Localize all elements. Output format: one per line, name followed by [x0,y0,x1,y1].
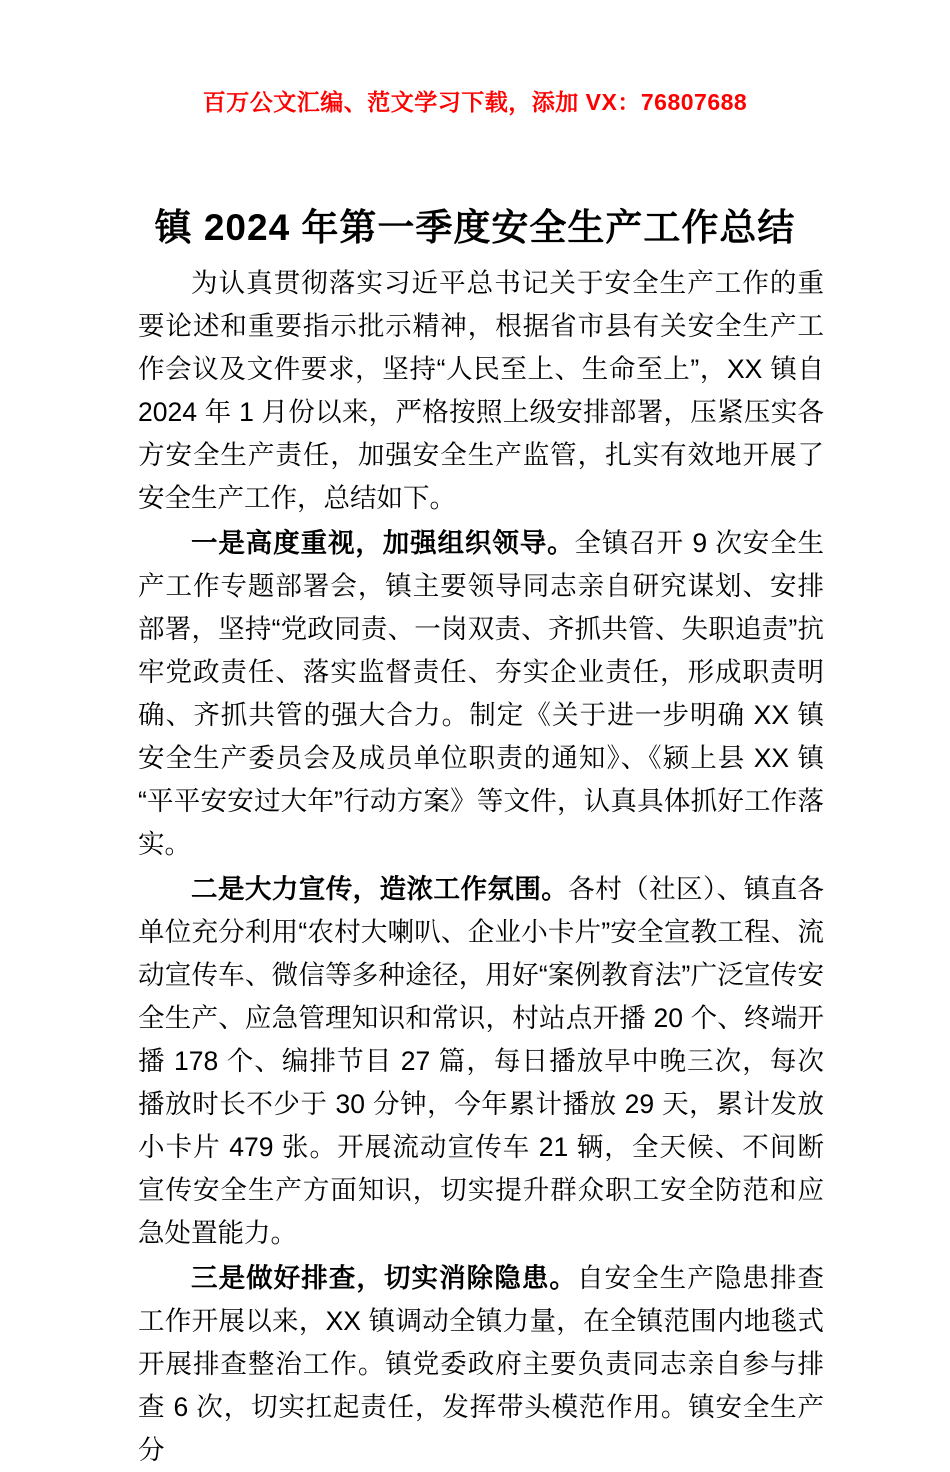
paragraph-section-three [138,1257,824,1472]
watermark-text: 百万公文汇编、范文学习下载，添加 VX：76807688 [202,89,748,115]
paragraph-section-two [138,868,824,1255]
paragraph-text: 各村（社区）、镇直各单位充分利用“农村大喇叭、企业小卡片”安全宣教工程、流动宣传车、微信等多种途径，用好“案例教育法”广泛宣传安全生产、应急管理知识和常识，村站点开播 20 个、终端开播 178 个、编排节目 27 篇，每日播放早中晚三次，每次播放时长不少于 30 分钟，今年累计播放 29 天，累计发放小卡片 479 张。开展流动宣传车 21 辆，全天候、不间断宣传安全生产方面知识，切实提升群众职工安全防范和应急处置能力。 [138,874,825,1248]
paragraph-text: 全镇召开 9 次安全生产工作专题部署会，镇主要领导同志亲自研究谋划、安排部署，坚持“党政同责、一岗双责、齐抓共管、失职追责”抗牢党政责任、落实监督责任、夯实企业责任，形成职责明确、齐抓共管的强大合力。制定《关于进一步明确 XX 镇安全生产委员会及成员单位职责的通知》、《颍上县 XX 镇“平平安安过大年”行动方案》等文件，认真具体抓好工作落实。 [138,528,824,859]
paragraph-lead: 三是做好排查，切实消除隐患。 [191,1263,577,1293]
paragraph-intro [138,262,824,520]
document-body [138,262,824,1472]
paragraph-text: 自安全生产隐患排查工作开展以来，XX 镇调动全镇力量，在全镇范围内地毯式开展排查整治工作。镇党委政府主要负责同志亲自参与排查 6 次，切实扛起责任，发挥带头模范作用。镇安全生产分 [138,1263,825,1465]
paragraph-section-one [138,522,824,866]
paragraph-lead: 一是高度重视，加强组织领导。 [191,528,575,558]
paragraph-text: 为认真贯彻落实习近平总书记关于安全生产工作的重要论述和重要指示批示精神，根据省市县有关安全生产工作会议及文件要求，坚持“人民至上、生命至上”，XX 镇自 2024 年 1 月份以来，严格按照上级安排部署，压紧压实各方安全生产责任，加强安全生产监管，扎实有效地开展了安全生产工作，总结如下。 [138,268,824,513]
page-title: 镇 2024 年第一季度安全生产工作总结 [154,206,796,248]
paragraph-lead: 二是大力宣传，造浓工作氛围。 [191,874,569,904]
